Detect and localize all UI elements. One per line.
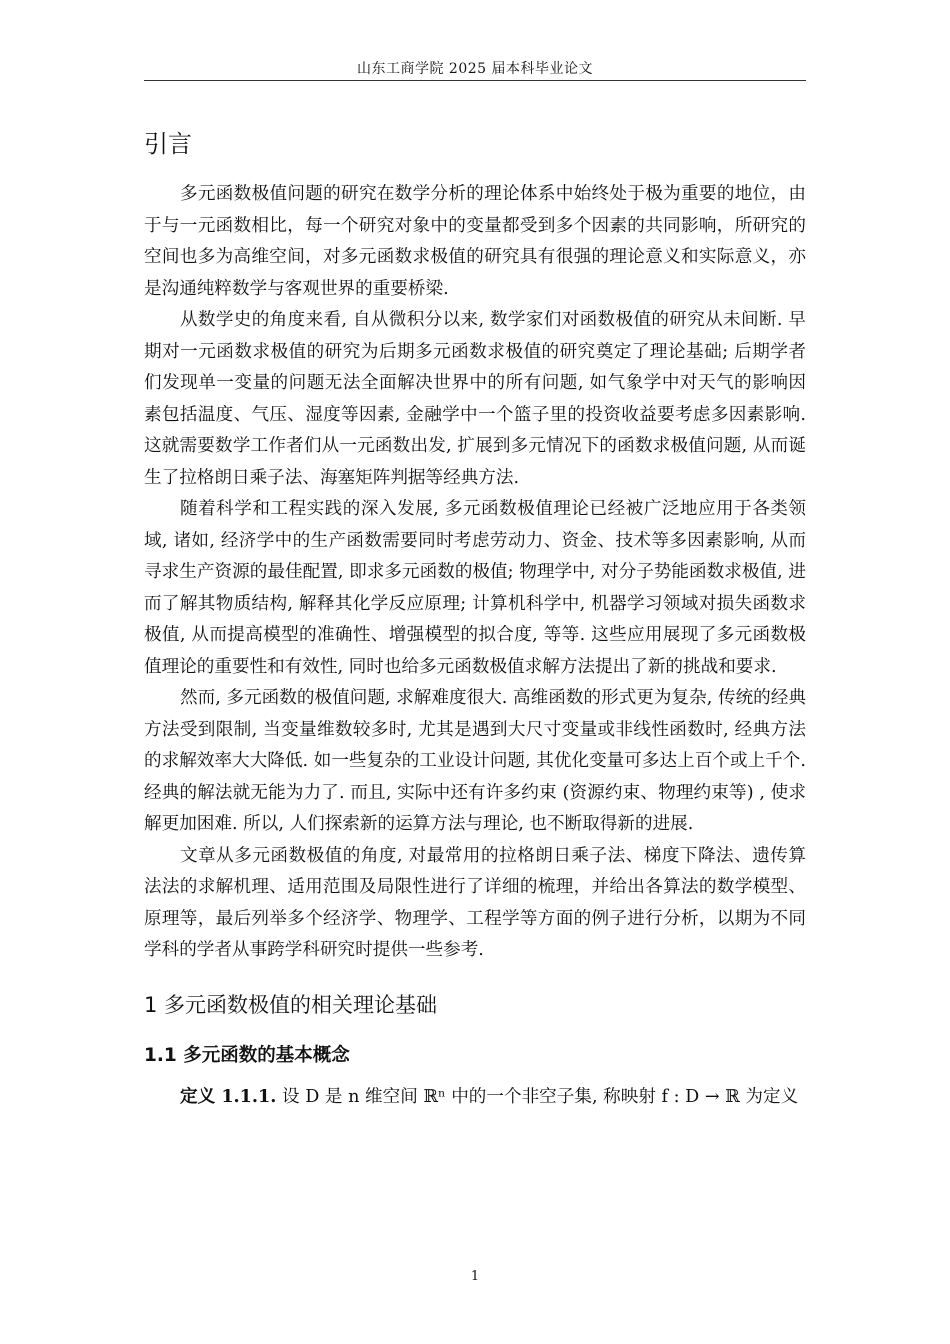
chapter-1-heading: 1 多元函数极值的相关理论基础: [144, 992, 438, 1017]
intro-paragraph-2: 从数学史的角度来看, 自从微积分以来, 数学家们对函数极值的研究从未间断. 早期对一元函数求极值的研究为后期多元函数求极值的研究奠定了理论基础; 后期学者们发现单一变量的问题无法全面解决世界中的所有问题, 如气象学中对天气的影响因素包括温度、气压、湿度等因素, 金融学中一个篮子里的投资收益要考虑多因素影响. 这就需要数学工作者们从一元函数出发, 扩展到多元情况下的函数求极值问题, 从而诞生了拉格朗日乘子法、海塞矩阵判据等经典方法.: [144, 310, 806, 488]
intro-paragraph-1: 多元函数极值问题的研究在数学分析的理论体系中始终处于极为重要的地位，由于与一元函数相比，每一个研究对象中的变量都受到多个因素的共同影响，所研究的空间也多为高维空间，对多元函数求极值的研究具有很强的理论意义和实际意义，亦是沟通纯粹数学与客观世界的重要桥梁.: [144, 184, 806, 299]
intro-heading: 引言: [144, 130, 192, 158]
intro-paragraph-5: 文章从多元函数极值的角度, 对最常用的拉格朗日乘子法、梯度下降法、遗传算法法的求解机理、适用范围及局限性进行了详细的梳理，并给出各算法的数学模型、原理等，最后列举多个经济学、物理学、工程学等方面的例子进行分析，以期为不同学科的学者从事跨学科研究时提供一些参考.: [144, 845, 806, 960]
definition-text: 设 D 是 n 维空间 ℝⁿ 中的一个非空子集, 称映射 f : D → ℝ 为定义: [276, 1086, 799, 1107]
intro-paragraph-3: 随着科学和工程实践的深入发展, 多元函数极值理论已经被广泛地应用于各类领域, 诸如, 经济学中的生产函数需要同时考虑劳动力、资金、技术等多因素影响, 从而寻求生产资源的最佳配置, 即求多元函数的极值; 物理学中, 对分子势能函数求极值, 进而了解其物质结构, 解释其化学反应原理; 计算机科学中, 机器学习领域对损失函数求极值, 从而提高模型的准确性、增强模型的拟合度, 等等. 这些应用展现了多元函数极值理论的重要性和有效性, 同时也给多元函数极值求解方法提出了新的挑战和要求.: [144, 499, 806, 677]
page-content: [144, 118, 806, 1113]
header-divider: [144, 80, 806, 81]
intro-paragraph-4: 然而, 多元函数的极值问题, 求解难度很大. 高维函数的形式更为复杂, 传统的经典方法受到限制, 当变量维数较多时, 尤其是遇到大尺寸变量或非线性函数时, 经典方法的求解效率大大降低. 如一些复杂的工业设计问题, 其优化变量可多达上百个或上千个. 经典的解法就无能为力了. 而且, 实际中还有许多约束 (资源约束、物理约束等) , 使求解更加困难. 所以, 人们探索新的运算方法与理论, 也不断取得新的进展.: [144, 688, 806, 834]
definition-1-1-1: [144, 1081, 806, 1114]
definition-label: 定义 1.1.1.: [180, 1085, 277, 1107]
page-number: 1: [470, 1269, 480, 1284]
section-1-1-heading: 1.1 多元函数的基本概念: [144, 1044, 350, 1066]
running-header: 山东工商学院 2025 届本科毕业论文: [356, 61, 594, 77]
